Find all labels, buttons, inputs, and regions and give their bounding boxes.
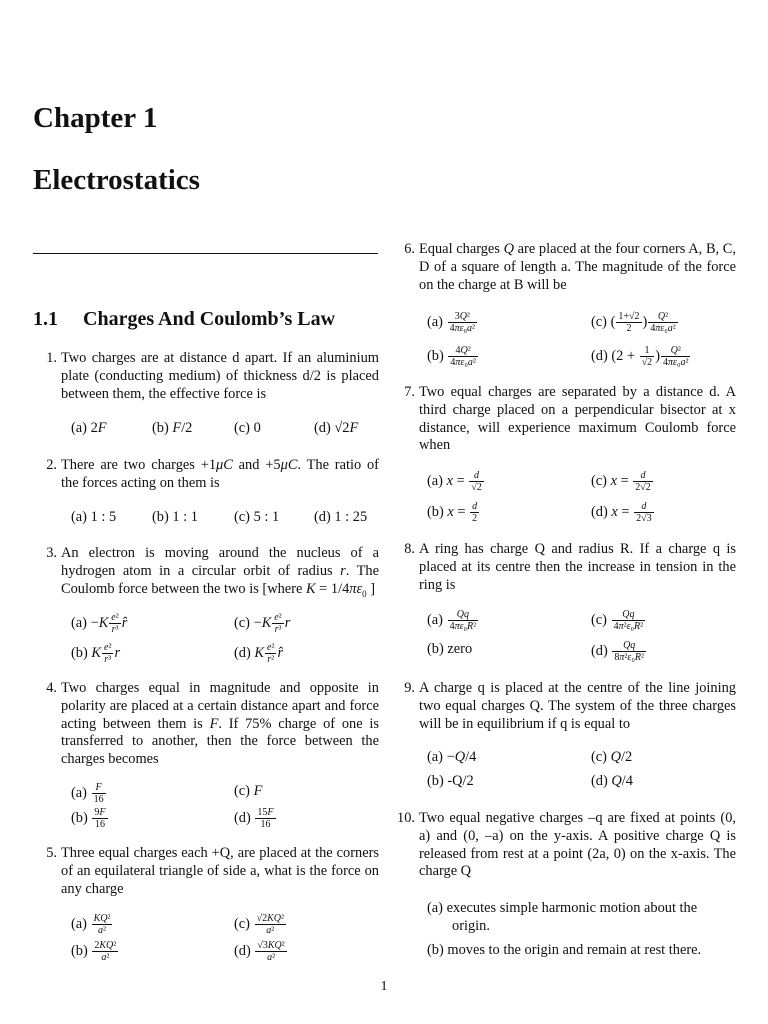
- option-4c: (c) F: [234, 783, 263, 799]
- option-1d: (d) √2F: [314, 420, 359, 436]
- option-3a: (a) −K $\frac{\text{e²}}{\text{r³}}$ r̂: [71, 612, 128, 635]
- question-6: [391, 241, 736, 294]
- option-6c: (c) ( $\frac{1+√2}{2}$ ) $\frac{\text{Q²}}{\text{4πε₀a²}}$: [591, 311, 676, 334]
- option-text: (b) moves to the origin and remain at rest there.: [427, 942, 702, 958]
- option-2d: (d) 1 : 25: [314, 509, 368, 525]
- option-7d: (d) x = $\frac{d}{2√3}$: [591, 501, 652, 524]
- option-5c: (c) $\frac{\text{√2KQ²}}{\text{a²}}$: [234, 913, 284, 936]
- question-number: 1.: [46, 350, 57, 366]
- question-number: 7.: [404, 384, 415, 400]
- option-5a: (a) $\frac{\text{KQ²}}{\text{a²}}$: [71, 913, 111, 936]
- question-number: 10.: [397, 810, 415, 826]
- option-2c: (c) 5 : 1: [234, 509, 280, 525]
- chapter-divider: [33, 253, 378, 254]
- option-3d: (d) K $\frac{\text{e²}}{\text{r²}}$ r̂: [234, 642, 284, 665]
- option-6d: (d) (2 + $\frac{1}{√2}$ ) $\frac{\text{Q²}}{\text{4πε₀a²}}$: [591, 345, 689, 368]
- option-4b: (b) $\frac{9F}{16}$: [71, 807, 106, 830]
- option-6a: (a) $\frac{\text{3Q²}}{\text{4πε₀a²}}$: [427, 311, 476, 334]
- question-text: A charge q is placed at the centre of the line joining two equal charges Q. The system of the three charges will be in equilibrium if q is equal to: [419, 680, 736, 732]
- question-number: 3.: [46, 545, 57, 561]
- option-1c: (c) 0: [234, 420, 261, 436]
- option-3b: (b) K $\frac{\text{e²}}{\text{r³}}$ r⃗: [71, 642, 132, 665]
- option-9d: (d) Q/4: [591, 773, 633, 789]
- option-8b: (b) zero: [427, 641, 473, 657]
- option-4a: (a) $\frac{F}{16}$: [71, 782, 104, 805]
- option-5b: (b) $\frac{\text{2KQ²}}{\text{a²}}$: [71, 940, 117, 963]
- chapter-title: Electrostatics: [33, 164, 200, 196]
- option-9a: (a) −Q/4: [427, 749, 477, 765]
- option-10a: [427, 900, 736, 936]
- question-number: 8.: [404, 541, 415, 557]
- option-8c: (c) $\frac{Qq}{\text{4π²ε₀R²}}$: [591, 609, 644, 632]
- option-8d: (d) $\frac{Qq}{\text{8π²ε₀R²}}$: [591, 640, 644, 663]
- option-1a: (a) 2F: [71, 420, 107, 436]
- question-5: [33, 845, 379, 898]
- question-text: Two equal negative charges –q are fixed at points (0, a) and (0, –a) on the y-axis. A positive charge Q is released from rest at a point (2a, 0) on the x-axis. The charge Q: [419, 810, 736, 880]
- option-6b: (b) $\frac{\text{4Q²}}{\text{4πε₀a²}}$: [427, 345, 476, 368]
- section-heading: [33, 309, 335, 329]
- option-7a: (a) x = $\frac{d}{√2}$: [427, 470, 482, 493]
- section-title: Charges And Coulomb’s Law: [83, 308, 336, 330]
- option-5d: (d) $\frac{\text{√3KQ²}}{\text{a²}}$: [234, 940, 285, 963]
- option-2a: (a) 1 : 5: [71, 509, 117, 525]
- question-number: 5.: [46, 845, 57, 861]
- question-9: [391, 680, 736, 733]
- option-2b: (b) 1 : 1: [152, 509, 198, 525]
- question-1: [33, 350, 379, 403]
- question-number: 9.: [404, 680, 415, 696]
- question-text: A ring has charge Q and radius R. If a charge q is placed at its centre then the increase in tension in the ring is: [419, 541, 736, 593]
- question-number: 4.: [46, 680, 57, 696]
- question-text: There are two charges +1μC and +5μC. The ratio of the forces acting on them is: [61, 457, 379, 491]
- chapter-number: Chapter 1: [33, 102, 158, 134]
- question-number: 6.: [404, 241, 415, 257]
- question-2: [33, 457, 379, 493]
- question-text: An electron is moving around the nucleus of a hydrogen atom in a circular orbit of radius r. The Coulomb force between the two is [where $K = 1/4\pi\varepsilon_0$ ]: [61, 545, 379, 599]
- question-4: [33, 680, 379, 769]
- question-number: 2.: [46, 457, 57, 473]
- question-10: [391, 810, 736, 881]
- page-number: 1: [380, 979, 388, 994]
- option-7c: (c) x = $\frac{d}{2√2}$: [591, 470, 651, 493]
- question-text: Equal charges Q are placed at the four corners A, B, C, D of a square of length a. The magnitude of the force on the charge at B will be: [419, 241, 737, 293]
- option-9b: (b) -Q/2: [427, 773, 474, 789]
- option-3c: (c) −K $\frac{\text{e²}}{\text{r³}}$ r⃗: [234, 612, 302, 635]
- option-8a: (a) $\frac{Qq}{\text{4πε₀R²}}$: [427, 609, 477, 632]
- question-7: [391, 384, 736, 455]
- option-10b: [427, 942, 736, 960]
- section-number: 1.1: [33, 308, 58, 330]
- question-text: Three equal charges each +Q, are placed at the corners of an equilateral triangle of side a, what is the force on any charge: [61, 845, 379, 897]
- question-3: [33, 545, 379, 603]
- option-text: (a) executes simple harmonic motion about the origin.: [427, 900, 698, 934]
- question-text: Two equal charges are separated by a distance d. A third charge placed on a perpendicular bisector at x distance, will experience maximum Coulomb force when: [419, 384, 736, 454]
- option-4d: (d) $\frac{15F}{16}$: [234, 807, 274, 830]
- option-1b: (b) F/2: [152, 420, 193, 436]
- question-text: Two charges are at distance d apart. If an aluminium plate (conducting medium) of thickness d/2 is placed between them, the effective force is: [61, 350, 379, 402]
- option-7b: (b) x = $\frac{d}{2}$: [427, 501, 478, 524]
- question-text: Two charges equal in magnitude and opposite in polarity are placed at a certain distance apart and force acting between them is F. If 75% charge of one is transferred to another, then the force between the charges becomes: [61, 680, 379, 768]
- question-8: [391, 541, 736, 594]
- option-9c: (c) Q/2: [591, 749, 633, 765]
